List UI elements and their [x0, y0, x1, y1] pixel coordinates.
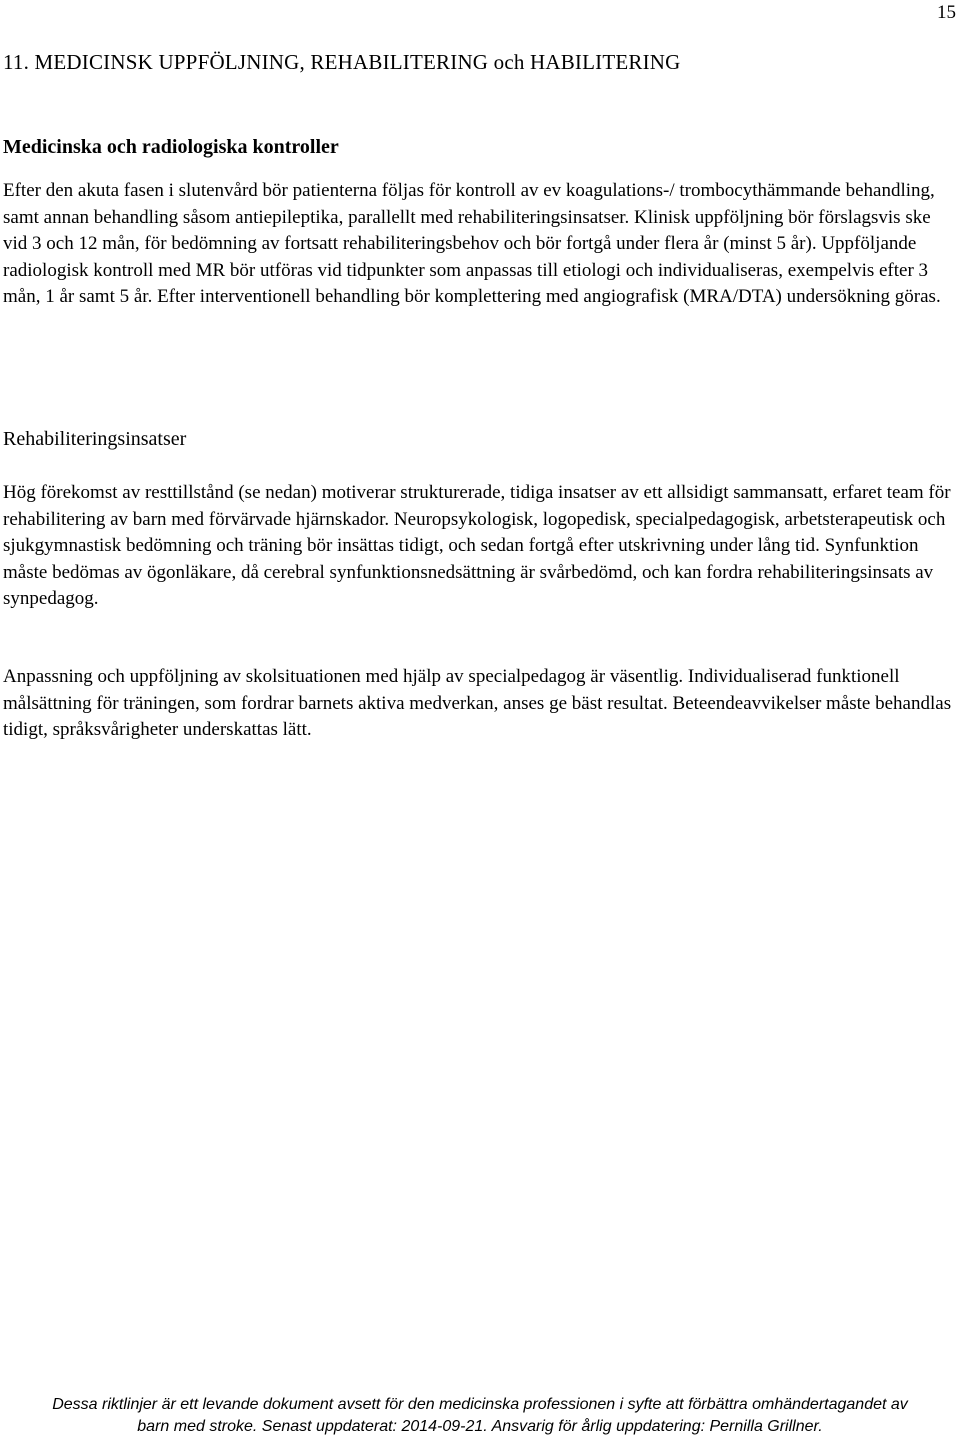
chapter-title: 11. MEDICINSK UPPFÖLJNING, REHABILITERING och HABILITERING — [3, 50, 681, 74]
paragraph-rehabilitering-team: Hög förekomst av resttillstånd (se nedan) motiverar strukturerade, tidiga insatser av ett allsidigt sammansatt, erfaret team för rehabilitering av barn med förvärvade hjärnskador. Neuropsykologisk, logopedisk, specialpedagogisk, arbetsterapeutisk och sjukgymnastisk bedömning och träning bör insättas tidigt, och sedan fortgå efter utskrivning under lång tid. Synfunktion måste bedömas av ögonläkare, då cerebral synfunktionsnedsättning är svårbedömd, och kan fordra rehabiliteringsinsats av synpedagog. — [3, 482, 951, 609]
page-number: 15 — [937, 2, 956, 23]
paragraph-medicinska-kontroller: Efter den akuta fasen i slutenvård bör patienterna följas för kontroll av ev koagulations-/ trombocythämmande behandling, samt annan behandling såsom antiepileptika, parallellt med rehabiliteringsinsatser. Klinisk uppföljning bör förslagsvis ske vid 3 och 12 mån, för bedömning av fortsatt rehabiliteringsbehov och bör fortgå under flera år (minst 5 år). Uppföljande radiologisk kontroll med MR bör utföras vid tidpunkter som anpassas till etiologi och individualiseras, exempelvis efter 3 mån, 1 år samt 5 år. Efter interventionell behandling bör komplettering med angiografisk (MRA/DTA) undersökning göras. — [3, 180, 941, 307]
footer-line-2: barn med stroke. Senast uppdaterat: 2014-09-21. Ansvarig för årlig uppdatering: Pernilla Grillner. — [137, 1418, 823, 1435]
section-heading-medicinska: Medicinska och radiologiska kontroller — [3, 136, 339, 158]
footer — [0, 1394, 960, 1438]
paragraph-skolsituation: Anpassning och uppföljning av skolsituationen med hjälp av specialpedagog är väsentlig. Individualiserad funktionell målsättning för träningen, som fordrar barnets aktiva medverkan, anses ge bäst resultat. Beteendeavvikelser måste behandlas tidigt, språksvårigheter underskattas lätt. — [3, 666, 952, 740]
section-heading-rehabiliteringsinsatser: Rehabiliteringsinsatser — [3, 428, 187, 450]
footer-line-1: Dessa riktlinjer är ett levande dokument avsett för den medicinska professionen i syfte att förbättra omhändertagandet av — [52, 1396, 908, 1413]
